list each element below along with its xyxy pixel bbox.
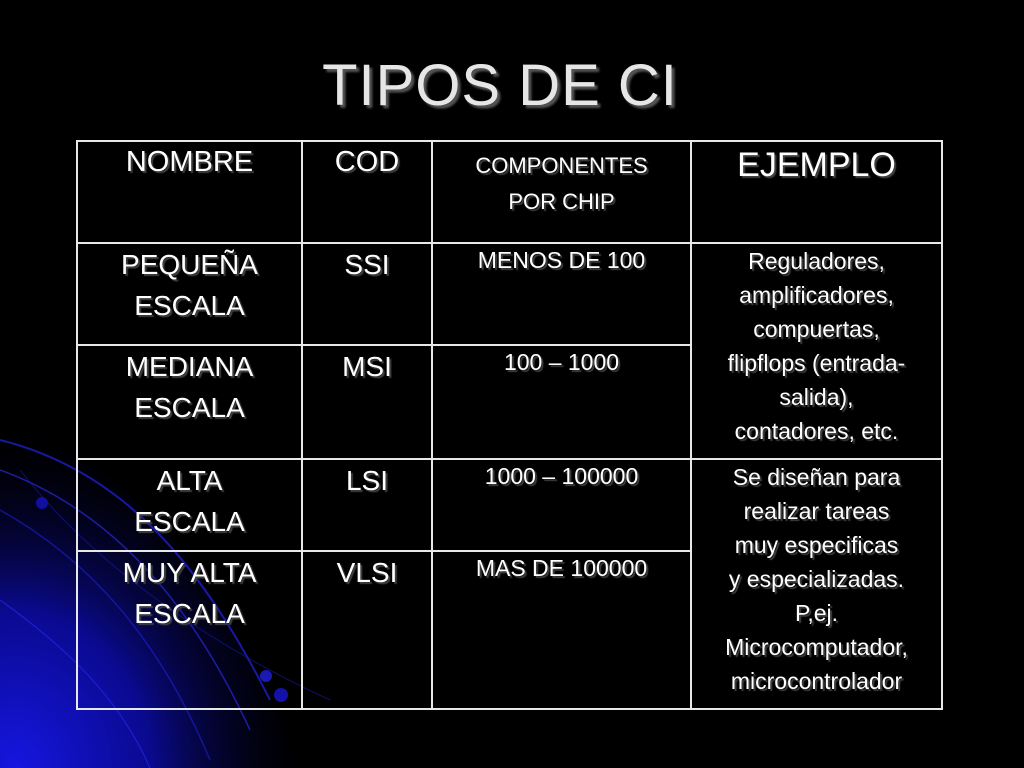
ejemplo-line: Se diseñan para bbox=[732, 464, 901, 490]
header-cod: COD bbox=[302, 141, 432, 243]
cell-nombre bbox=[77, 551, 302, 709]
ejemplo-line: contadores, etc. bbox=[734, 418, 899, 444]
header-componentes-line1: COMPONENTES bbox=[475, 153, 648, 178]
cell-componentes: MAS DE 100000 bbox=[432, 551, 691, 709]
cell-cod: SSI bbox=[302, 243, 432, 345]
ejemplo-line: salida), bbox=[779, 384, 854, 410]
nombre-line2: ESCALA bbox=[134, 506, 245, 537]
nombre-line2: ESCALA bbox=[134, 392, 245, 423]
ejemplo-line: compuertas, bbox=[753, 316, 880, 342]
ejemplo-line: Reguladores, bbox=[748, 248, 885, 274]
ejemplo-line: microcontrolador bbox=[730, 668, 903, 694]
nombre-line1: ALTA bbox=[156, 465, 223, 496]
cell-componentes: MENOS DE 100 bbox=[432, 243, 691, 345]
cell-cod: MSI bbox=[302, 345, 432, 459]
cell-ejemplo-large-vlarge bbox=[691, 459, 942, 709]
nombre-line1: MUY ALTA bbox=[122, 557, 257, 588]
ejemplo-line: y especializadas. bbox=[728, 566, 905, 592]
nombre-line2: ESCALA bbox=[134, 598, 245, 629]
ejemplo-line: realizar tareas bbox=[743, 498, 890, 524]
cell-componentes: 1000 – 100000 bbox=[432, 459, 691, 551]
header-nombre: NOMBRE bbox=[77, 141, 302, 243]
nombre-line1: MEDIANA bbox=[125, 351, 254, 382]
cell-cod: VLSI bbox=[302, 551, 432, 709]
nombre-line1: PEQUEÑA bbox=[121, 249, 258, 280]
ic-types-table bbox=[76, 140, 943, 710]
ejemplo-line: flipflops (entrada- bbox=[727, 350, 906, 376]
ejemplo-line: muy especificas bbox=[734, 532, 899, 558]
table-row bbox=[77, 243, 942, 345]
ejemplo-line: P,ej. bbox=[794, 600, 839, 626]
cell-cod: LSI bbox=[302, 459, 432, 551]
header-componentes-line2: POR CHIP bbox=[508, 189, 615, 214]
ejemplo-line: amplificadores, bbox=[739, 282, 894, 308]
slide-title: TIPOS DE CI bbox=[322, 53, 678, 118]
cell-nombre bbox=[77, 345, 302, 459]
header-componentes bbox=[432, 141, 691, 243]
header-ejemplo: EJEMPLO bbox=[691, 141, 942, 243]
table-row bbox=[77, 459, 942, 551]
table-header-row bbox=[77, 141, 942, 243]
cell-nombre bbox=[77, 459, 302, 551]
cell-componentes: 100 – 1000 bbox=[432, 345, 691, 459]
cell-nombre bbox=[77, 243, 302, 345]
ejemplo-line: Microcomputador, bbox=[725, 634, 908, 660]
cell-ejemplo-small-medium bbox=[691, 243, 942, 459]
nombre-line2: ESCALA bbox=[134, 290, 245, 321]
